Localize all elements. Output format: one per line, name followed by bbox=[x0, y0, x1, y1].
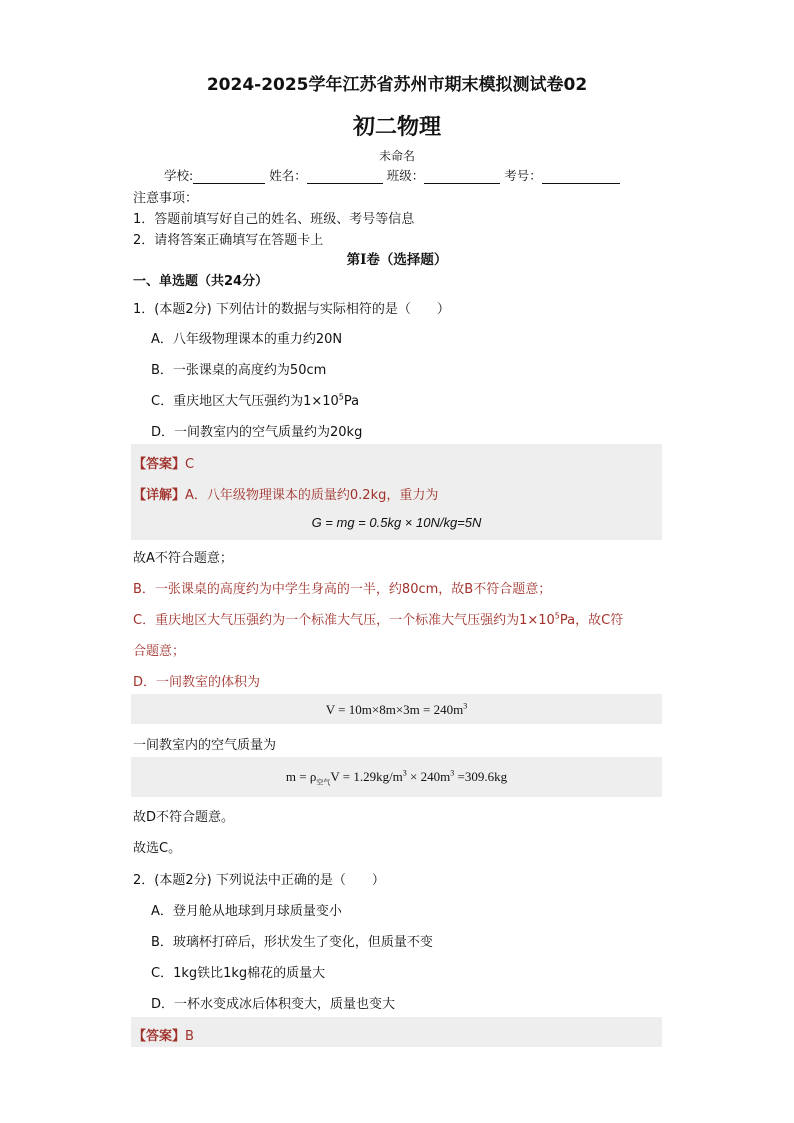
q1-answer: 【答案】C bbox=[133, 457, 195, 472]
note-item-2: 2．请将答案正确填写在答题卡上 bbox=[133, 233, 324, 248]
q1-stem: 1．(本题2分) 下列估计的数据与实际相符的是（ ） bbox=[133, 302, 450, 317]
student-info-fields bbox=[164, 166, 620, 184]
q1-detail-c-line2: 合题意； bbox=[133, 644, 186, 659]
exam-title: 2024-2025学年江苏省苏州市期末模拟测试卷02 bbox=[206, 75, 588, 95]
q1-formula-volume: $V = 10m\times 8m\times 3m = 240m^3$ bbox=[325, 701, 468, 717]
q1-option-c: C．重庆地区大气压强约为$1\times 10^5Pa$ bbox=[151, 392, 360, 409]
exam-no-label: 考号： bbox=[504, 168, 542, 183]
class-blank[interactable] bbox=[424, 169, 500, 184]
q1-formula-mass: $m = \rho_{空气}V = 1.29kg/m^3 \times 240m^3 =309.6kg$ bbox=[285, 768, 508, 787]
q2-option-c: C．1kg铁比1kg棉花的质量大 bbox=[151, 966, 326, 981]
school-label: 学校: bbox=[164, 168, 194, 183]
q1-detail-d: D．一间教室的体积为 bbox=[133, 675, 261, 690]
q2-answer-shade bbox=[131, 1017, 662, 1047]
q1-not-a: 故A不符合题意； bbox=[133, 551, 233, 566]
q1-detail-c-line1: C．重庆地区大气压强约为一个标准大气压，一个标准大气压强约为$1\times 10^5Pa$，故C符 bbox=[133, 611, 624, 628]
q2-stem: 2．(本题2分) 下列说法中正确的是（ ） bbox=[133, 873, 385, 888]
q1-not-d: 故D不符合题意。 bbox=[133, 810, 235, 825]
name-label: 姓名： bbox=[269, 168, 307, 183]
q1-option-d: D．一间教室内的空气质量约为20kg bbox=[151, 425, 363, 440]
name-blank[interactable] bbox=[307, 169, 383, 184]
q2-answer: 【答案】B bbox=[133, 1029, 194, 1044]
section-title: 一、单选题（共24分） bbox=[133, 274, 269, 289]
school-blank[interactable] bbox=[193, 169, 265, 184]
q1-air-mass-label: 一间教室内的空气质量为 bbox=[133, 738, 277, 753]
q2-option-d: D．一杯水变成冰后体积变大，质量也变大 bbox=[151, 997, 396, 1012]
exam-no-blank[interactable] bbox=[542, 169, 620, 184]
subject-title: 初二物理 bbox=[352, 115, 441, 140]
q2-option-b: B．玻璃杯打碎后，形状发生了变化，但质量不变 bbox=[151, 935, 433, 950]
q1-option-b: B．一张课桌的高度约为50cm bbox=[151, 363, 327, 378]
unnamed-label: 未命名 bbox=[378, 149, 415, 163]
q1-formula-gravity: G = mg = 0.5kg × 10N/kg=5N bbox=[311, 515, 482, 530]
notes-heading: 注意事项： bbox=[133, 191, 199, 206]
class-label: 班级： bbox=[386, 168, 425, 183]
q1-detail-b: B．一张课桌的高度约为中学生身高的一半，约80cm，故B不符合题意； bbox=[133, 582, 552, 597]
q1-option-a: A．八年级物理课本的重力约20N bbox=[151, 332, 343, 347]
part-title: 第I卷（选择题） bbox=[346, 252, 448, 268]
q1-detail-a: 【详解】A．八年级物理课本的质量约0.2kg，重力为 bbox=[133, 488, 439, 503]
note-item-1: 1．答题前填写好自己的姓名、班级、考号等信息 bbox=[133, 212, 415, 227]
q1-choose: 故选C。 bbox=[133, 841, 182, 856]
q2-option-a: A．登月舱从地球到月球质量变小 bbox=[151, 904, 342, 919]
